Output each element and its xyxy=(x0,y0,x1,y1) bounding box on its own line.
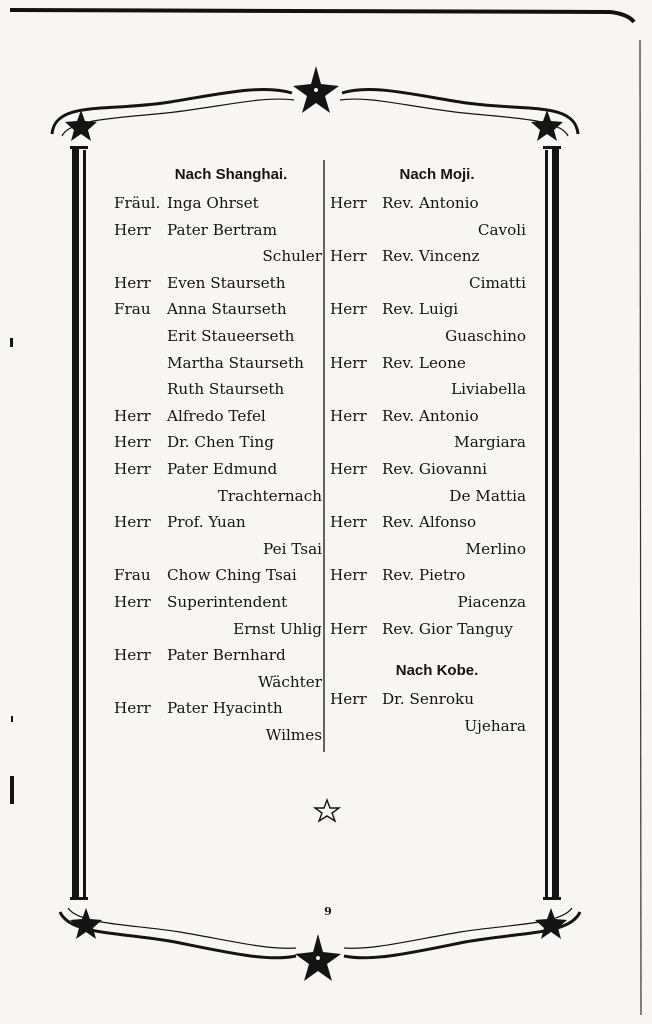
moji-heading: Nach Moji. xyxy=(399,166,475,183)
moji-column xyxy=(330,160,540,739)
passenger-entry xyxy=(114,589,322,616)
shanghai-column xyxy=(114,160,322,748)
passenger-entry xyxy=(114,403,322,430)
passenger-title: Frau xyxy=(114,300,151,319)
passenger-entry xyxy=(114,695,322,722)
passenger-entry xyxy=(114,190,322,217)
passenger-title: Herr xyxy=(330,459,367,478)
page-top-edge xyxy=(10,10,634,22)
passenger-entry xyxy=(330,456,540,483)
passenger-entry xyxy=(114,562,322,589)
passenger-entry xyxy=(330,562,540,589)
passenger-entry xyxy=(114,296,322,323)
passenger-entry xyxy=(330,616,540,643)
passenger-title: Herr xyxy=(330,406,367,425)
passenger-entry xyxy=(114,270,322,297)
passenger-name-continuation: Guaschino xyxy=(445,326,526,345)
passenger-name: Prof. Yuan xyxy=(167,513,246,532)
passenger-title: Herr xyxy=(114,513,151,532)
right-frame-bar xyxy=(543,146,561,900)
page-number: 9 xyxy=(324,905,332,918)
scan-mark xyxy=(10,338,13,347)
passenger-name-continuation: Ernst Uhlig xyxy=(233,619,322,638)
passenger-name-continuation: Trachternach xyxy=(217,486,322,505)
passenger-name-continuation: Cavoli xyxy=(477,220,526,239)
passenger-name: Rev. Vincenz xyxy=(382,247,480,266)
passenger-name-continuation: Liviabella xyxy=(451,380,526,399)
passenger-title: Herr xyxy=(114,699,151,718)
passenger-name-continuation: Schuler xyxy=(262,247,322,266)
passenger-title: Herr xyxy=(330,513,367,532)
passenger-name-continuation: De Mattia xyxy=(449,486,526,505)
passenger-entry xyxy=(114,429,322,456)
passenger-name: Ruth Staurseth xyxy=(167,380,285,399)
passenger-name: Rev. Antonio xyxy=(382,194,479,212)
passenger-title: Herr xyxy=(114,592,151,611)
passenger-title: Herr xyxy=(330,353,367,372)
passenger-title: Herr xyxy=(330,690,367,709)
passenger-name: Rev. Alfonso xyxy=(382,513,477,532)
passenger-title: Herr xyxy=(114,220,151,239)
passenger-name: Rev. Antonio xyxy=(382,406,479,425)
kobe-passenger-list xyxy=(330,686,540,739)
passenger-name: Superintendent xyxy=(167,592,288,611)
passenger-entry xyxy=(114,350,322,377)
passenger-name: Martha Staurseth xyxy=(167,353,304,372)
passenger-name-continuation: Cimatti xyxy=(469,273,526,292)
passenger-entry xyxy=(114,217,322,244)
top-right-star-icon xyxy=(531,110,563,141)
passenger-title: Herr xyxy=(114,459,151,478)
passenger-name: Rev. Pietro xyxy=(382,566,466,585)
passenger-name: Inga Ohrset xyxy=(167,194,259,212)
passenger-name-continuation: Merlino xyxy=(465,539,526,558)
passenger-name-continuation: Piacenza xyxy=(457,592,526,611)
passenger-name-continuation: Wächter xyxy=(258,672,322,691)
passenger-entry xyxy=(330,243,540,270)
page-right-edge xyxy=(640,40,641,1015)
shanghai-passenger-list xyxy=(114,190,322,748)
passenger-title: Fräul. xyxy=(114,194,161,212)
passenger-name-continuation: Margiara xyxy=(454,433,526,452)
outline-star-icon xyxy=(315,800,339,821)
passenger-title: Herr xyxy=(330,247,367,266)
passenger-title: Herr xyxy=(330,566,367,585)
passenger-entry xyxy=(114,456,322,483)
passenger-name-continuation: Wilmes xyxy=(265,725,322,744)
passenger-name-continuation: Ujehara xyxy=(464,716,526,735)
passenger-title: Herr xyxy=(114,433,151,452)
kobe-heading: Nach Kobe. xyxy=(395,662,479,680)
passenger-name: Erit Staueerseth xyxy=(167,326,295,345)
passenger-name: Even Staurseth xyxy=(167,273,286,292)
scan-mark xyxy=(10,776,14,804)
passenger-entry xyxy=(114,509,322,536)
passenger-entry xyxy=(114,323,322,350)
passenger-entry xyxy=(114,642,322,669)
shanghai-heading: Nach Shanghai. xyxy=(174,166,288,183)
passenger-entry xyxy=(330,403,540,430)
passenger-title: Herr xyxy=(114,646,151,665)
passenger-name: Chow Ching Tsai xyxy=(167,566,297,585)
passenger-name: Pater Bernhard xyxy=(167,646,286,665)
scan-mark xyxy=(11,716,13,722)
bottom-left-star-icon xyxy=(70,908,102,939)
passenger-name: Alfredo Tefel xyxy=(167,406,266,425)
passenger-name: Rev. Gior Tanguy xyxy=(382,619,513,638)
passenger-entry xyxy=(330,296,540,323)
passenger-name: Dr. Senroku xyxy=(382,690,474,709)
passenger-name: Pater Bertram xyxy=(167,220,277,239)
moji-passenger-list xyxy=(330,190,540,642)
passenger-title: Herr xyxy=(330,194,367,212)
passenger-name: Dr. Chen Ting xyxy=(167,433,274,452)
bottom-right-star-icon xyxy=(535,908,567,939)
passenger-title: Herr xyxy=(330,619,367,638)
passenger-title: Herr xyxy=(114,406,151,425)
passenger-title: Herr xyxy=(114,273,151,292)
left-frame-bar xyxy=(70,146,88,900)
passenger-entry xyxy=(114,376,322,403)
passenger-name: Pater Hyacinth xyxy=(167,699,283,718)
passenger-entry xyxy=(330,509,540,536)
passenger-title: Herr xyxy=(330,300,367,319)
passenger-title: Frau xyxy=(114,566,151,585)
passenger-entry xyxy=(330,686,540,713)
passenger-entry xyxy=(330,350,540,377)
passenger-name: Pater Edmund xyxy=(167,459,278,478)
passenger-name-continuation: Pei Tsai xyxy=(263,539,322,558)
passenger-name: Rev. Leone xyxy=(382,353,466,372)
passenger-entry xyxy=(330,190,540,217)
passenger-name: Anna Staurseth xyxy=(167,300,287,319)
passenger-name: Rev. Luigi xyxy=(382,300,459,319)
passenger-name: Rev. Giovanni xyxy=(382,459,488,478)
